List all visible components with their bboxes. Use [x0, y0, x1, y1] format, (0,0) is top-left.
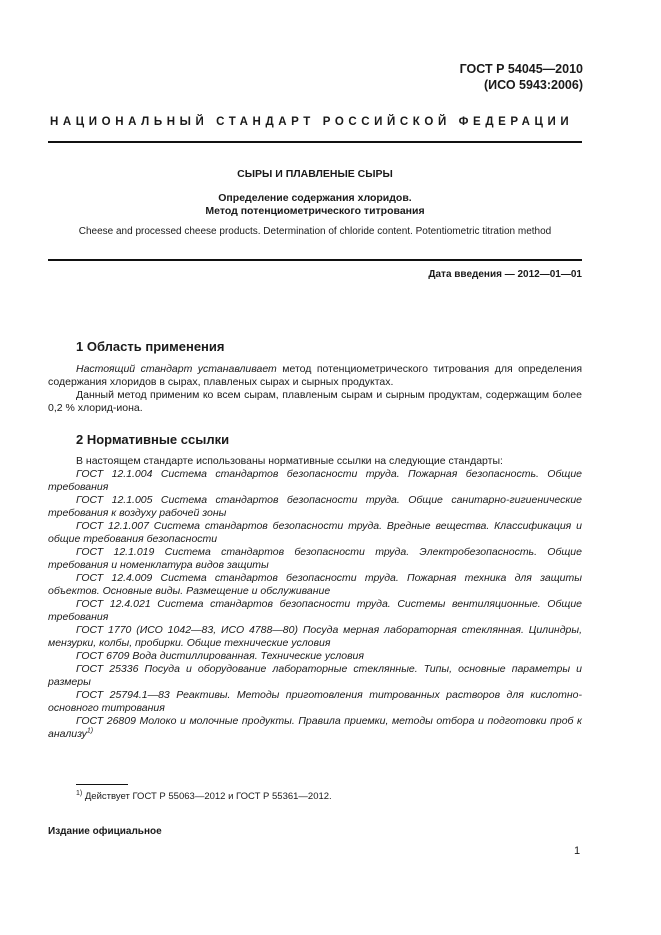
header-block [460, 61, 583, 93]
reference-item: ГОСТ 12.4.021 Система стандартов безопасности труда. Системы вентиляционные. Общие требования [48, 598, 582, 623]
reference-item: ГОСТ 12.1.019 Система стандартов безопасности труда. Электробезопасность. Общие требования и номенклатура видов защиты [48, 546, 582, 571]
section-2-body [48, 455, 582, 741]
reference-text: ГОСТ 26809 Молоко и молочные продукты. Правила приемки, методы отбора и подготовки проб к анализу [48, 715, 582, 740]
english-title: Cheese and processed cheese products. Determination of chloride content. Potentiometric titration method [78, 226, 552, 237]
footnote-ref-mark: 1) [86, 727, 94, 735]
top-rule [48, 141, 582, 143]
section-2-intro: В настоящем стандарте использованы нормативные ссылки на следующие стандарты: [76, 455, 503, 467]
section-1-paragraph-2: Данный метод применим ко всем сырам, плавленым сырам и сырным продуктам, содержащим более 0,2 % хлорид-иона. [48, 389, 582, 414]
reference-item: ГОСТ 12.1.007 Система стандартов безопасности труда. Вредные вещества. Классификация и общие требования безопасности [48, 520, 582, 545]
reference-item: ГОСТ 25336 Посуда и оборудование лабораторные стеклянные. Типы, основные параметры и размеры [48, 663, 582, 688]
footnote [76, 791, 332, 802]
subtitle-line-2: Метод потенциометрического титрования [205, 205, 425, 217]
section-1-heading: 1 Область применения [76, 339, 225, 354]
official-edition-label: Издание официальное [48, 826, 162, 837]
section-1-paragraph-1 [48, 363, 582, 389]
scope-italic-lead: Настоящий стандарт устанавливает [76, 363, 277, 375]
iso-number: (ИСО 5943:2006) [484, 78, 583, 92]
footnote-mark: 1) [76, 789, 83, 797]
reference-item: ГОСТ 6709 Вода дистиллированная. Технические условия [76, 650, 365, 662]
section-1-body [48, 363, 582, 415]
section-2-heading: 2 Нормативные ссылки [76, 432, 230, 447]
reference-item: ГОСТ 1770 (ИСО 1042—83, ИСО 4788—80) Посуда мерная лабораторная стеклянная. Цилиндры, мензурки, колбы, пробирки. Общие технические условия [48, 624, 582, 649]
gost-number: ГОСТ Р 54045—2010 [459, 62, 583, 76]
national-standard-banner: НАЦИОНАЛЬНЫЙ СТАНДАРТ РОССИЙСКОЙ ФЕДЕРАЦИИ [50, 116, 574, 128]
footnote-text: Действует ГОСТ Р 55063—2012 и ГОСТ Р 55361—2012. [82, 791, 332, 802]
reference-item: ГОСТ 12.1.004 Система стандартов безопасности труда. Пожарная безопасность. Общие требования [48, 468, 582, 493]
reference-item: ГОСТ 25794.1—83 Реактивы. Методы приготовления титрованных растворов для кислотно-основного титрования [48, 689, 582, 714]
scope-rest: метод потенциометрического титрования для определения содержания хлоридов в сырах, плавленых сырах и сырных продуктах. [48, 363, 583, 388]
reference-item-last [48, 715, 582, 741]
footnote-separator [76, 784, 128, 785]
title-rule [48, 259, 582, 261]
reference-item: ГОСТ 12.1.005 Система стандартов безопасности труда. Общие санитарно-гигиенические требования к воздуху рабочей зоны [48, 494, 582, 519]
document-subtitle [48, 192, 582, 218]
introduction-date: Дата введения — 2012—01—01 [428, 269, 582, 280]
page-number: 1 [574, 845, 581, 857]
document-title: СЫРЫ И ПЛАВЛЕНЫЕ СЫРЫ [237, 168, 393, 180]
subtitle-line-1: Определение содержания хлоридов. [218, 192, 412, 204]
reference-item: ГОСТ 12.4.009 Система стандартов безопасности труда. Пожарная техника для защиты объектов. Основные виды. Размещение и обслуживание [48, 572, 582, 597]
